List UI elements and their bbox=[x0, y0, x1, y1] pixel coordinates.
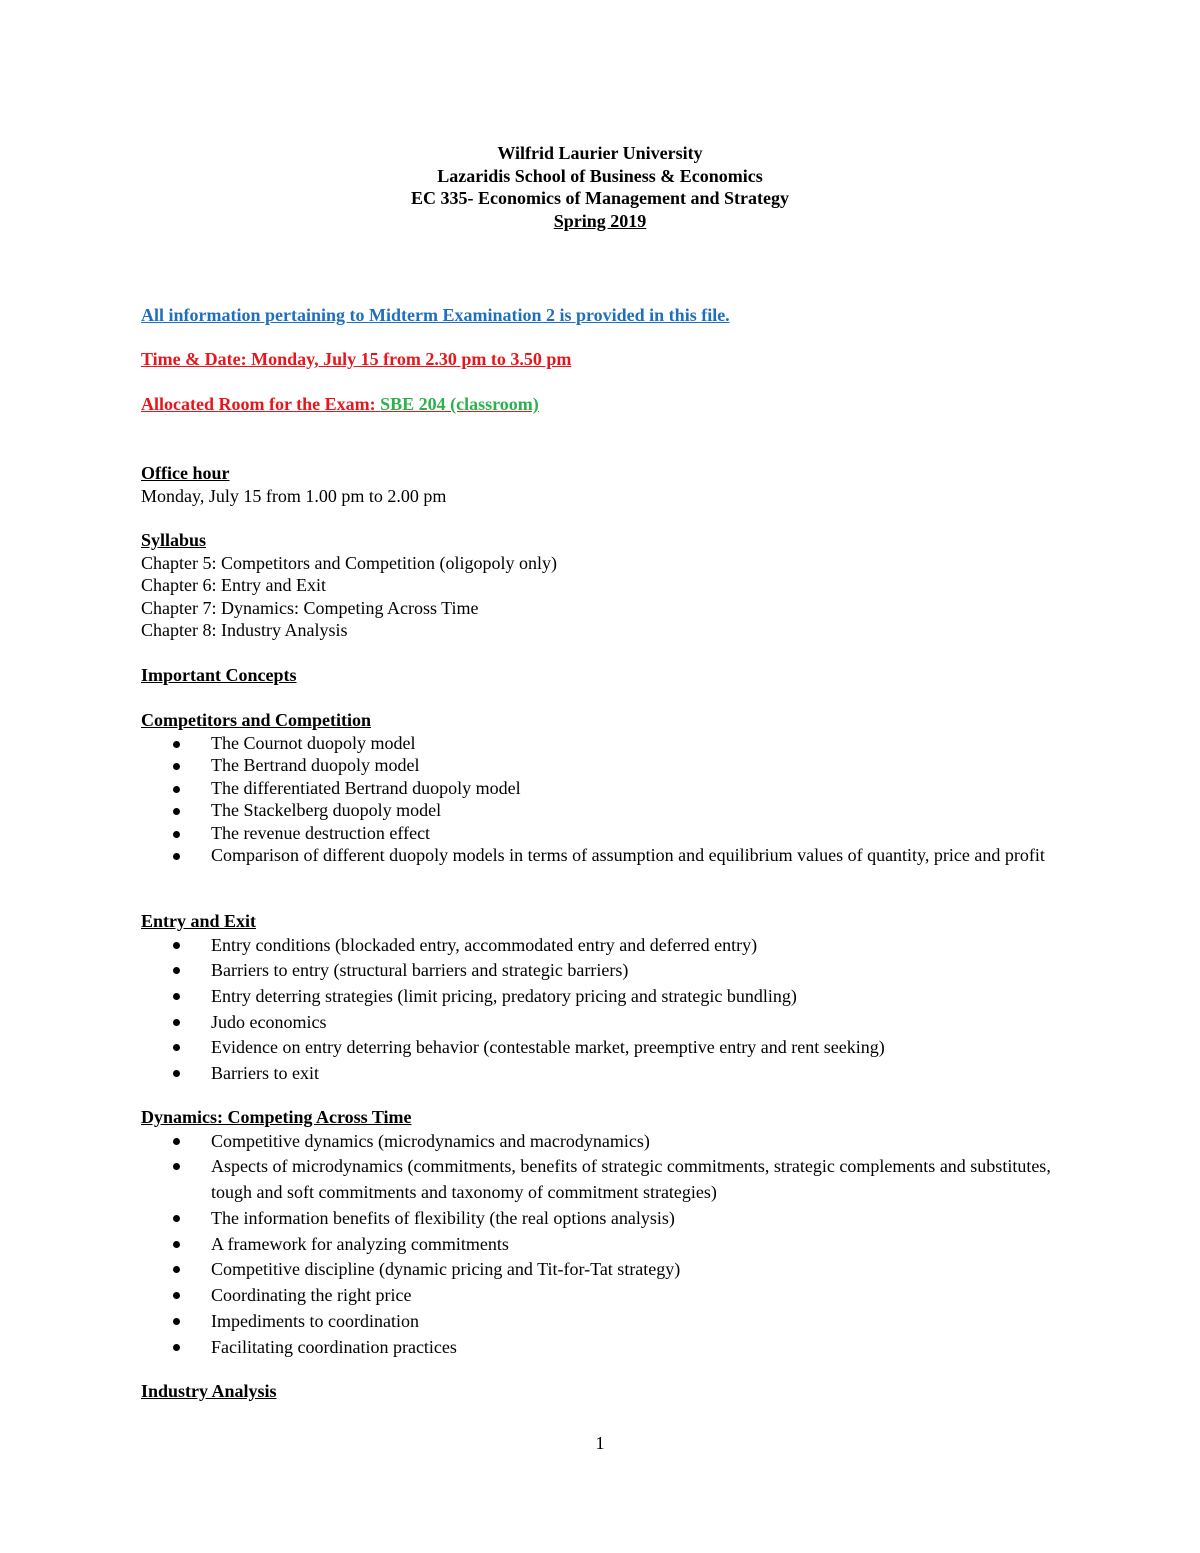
list-item-text: Facilitating coordination practices bbox=[211, 1336, 457, 1357]
bullet-icon bbox=[173, 1163, 180, 1170]
list-item-text: The information benefits of flexibility (the real options analysis) bbox=[211, 1207, 675, 1228]
syllabus-chapter: Chapter 5: Competitors and Competition (oligopoly only) bbox=[141, 552, 557, 573]
list-item-text: The Bertrand duopoly model bbox=[211, 755, 420, 775]
university-name: Wilfrid Laurier University bbox=[497, 143, 703, 163]
bullet-icon bbox=[173, 942, 180, 949]
list-item-text: Competitive dynamics (microdynamics and macrodynamics) bbox=[211, 1130, 650, 1151]
exam-room-label: Allocated Room for the Exam: bbox=[141, 394, 376, 414]
list-item-text: Aspects of microdynamics (commitments, benefits of strategic commitments, strategic complements and substitutes, tough and soft commitments and taxonomy of commitment strategies) bbox=[211, 1156, 1051, 1203]
course-title: EC 335- Economics of Management and Strategy bbox=[411, 188, 789, 208]
dynamics-list bbox=[141, 1129, 1061, 1361]
list-item-text: Impediments to coordination bbox=[211, 1311, 419, 1332]
list-item bbox=[141, 799, 1061, 822]
list-item-text: Judo economics bbox=[211, 1011, 327, 1032]
list-item-text: A framework for analyzing commitments bbox=[211, 1233, 509, 1254]
school-name: Lazaridis School of Business & Economics bbox=[437, 165, 763, 186]
office-hour-section bbox=[141, 462, 1061, 507]
bullet-icon bbox=[173, 1241, 180, 1248]
bullet-icon bbox=[173, 1292, 180, 1299]
bullet-icon bbox=[173, 786, 180, 793]
exam-room-value: SBE 204 (classroom) bbox=[380, 394, 539, 414]
bullet-icon bbox=[173, 1070, 180, 1077]
bullet-icon bbox=[173, 808, 180, 815]
bullet-icon bbox=[173, 1215, 180, 1222]
info-notice: All information pertaining to Midterm Examination 2 is provided in this file. bbox=[141, 305, 730, 325]
list-item bbox=[141, 1061, 1061, 1087]
bullet-icon bbox=[173, 1138, 180, 1145]
bullet-icon bbox=[173, 1266, 180, 1273]
list-item-text: Comparison of different duopoly models in terms of assumption and equilibrium values of quantity, price and profit bbox=[211, 845, 1045, 865]
list-item bbox=[141, 754, 1061, 777]
competitors-section bbox=[141, 709, 1061, 867]
competitors-list bbox=[141, 732, 1061, 867]
document-header bbox=[0, 142, 1200, 232]
exam-time-date: Time & Date: Monday, July 15 from 2.30 pm to 3.50 pm bbox=[141, 349, 572, 369]
list-item-text: Competitive discipline (dynamic pricing and Tit-for-Tat strategy) bbox=[211, 1259, 681, 1280]
bullet-icon bbox=[173, 741, 180, 748]
syllabus-chapter: Chapter 6: Entry and Exit bbox=[141, 575, 326, 595]
list-item bbox=[141, 1035, 1061, 1061]
list-item-text: Coordinating the right price bbox=[211, 1285, 412, 1306]
list-item-text: Entry deterring strategies (limit pricing, predatory pricing and strategic bundling) bbox=[211, 985, 797, 1006]
list-item bbox=[141, 958, 1061, 984]
list-item bbox=[141, 1206, 1061, 1232]
entry-exit-section bbox=[141, 910, 1061, 1087]
competitors-heading: Competitors and Competition bbox=[141, 710, 371, 730]
list-item bbox=[141, 777, 1061, 800]
syllabus-chapter: Chapter 7: Dynamics: Competing Across Time bbox=[141, 597, 479, 618]
term: Spring 2019 bbox=[553, 210, 647, 231]
important-concepts-heading: Important Concepts bbox=[141, 665, 297, 685]
exam-room bbox=[141, 394, 539, 415]
bullet-icon bbox=[173, 967, 180, 974]
list-item bbox=[141, 933, 1061, 959]
list-item bbox=[141, 1232, 1061, 1258]
office-hour-heading: Office hour bbox=[141, 463, 230, 483]
bullet-icon bbox=[173, 831, 180, 838]
list-item bbox=[141, 1154, 1061, 1206]
list-item-text: Evidence on entry deterring behavior (contestable market, preemptive entry and rent seeking) bbox=[211, 1037, 885, 1058]
list-item bbox=[141, 732, 1061, 755]
bullet-icon bbox=[173, 1044, 180, 1051]
bullet-icon bbox=[173, 1019, 180, 1026]
dynamics-heading: Dynamics: Competing Across Time bbox=[141, 1107, 412, 1127]
bullet-icon bbox=[173, 763, 180, 770]
list-item bbox=[141, 984, 1061, 1010]
list-item-text: Barriers to exit bbox=[211, 1063, 319, 1084]
list-item bbox=[141, 1309, 1061, 1335]
entry-exit-list bbox=[141, 933, 1061, 1087]
list-item bbox=[141, 1257, 1061, 1283]
list-item-text: The Stackelberg duopoly model bbox=[211, 800, 442, 820]
list-item-text: The Cournot duopoly model bbox=[211, 732, 416, 753]
entry-exit-heading: Entry and Exit bbox=[141, 911, 257, 931]
bullet-icon bbox=[173, 853, 180, 860]
list-item-text: The differentiated Bertrand duopoly model bbox=[211, 777, 521, 798]
list-item bbox=[141, 1129, 1061, 1155]
bullet-icon bbox=[173, 1318, 180, 1325]
bullet-icon bbox=[173, 1344, 180, 1351]
syllabus-section bbox=[141, 529, 1061, 642]
list-item-text: The revenue destruction effect bbox=[211, 822, 431, 843]
syllabus-heading: Syllabus bbox=[141, 530, 207, 550]
list-item-text: Barriers to entry (structural barriers and strategic barriers) bbox=[211, 960, 629, 981]
list-item bbox=[141, 1010, 1061, 1036]
office-hour-text: Monday, July 15 from 1.00 pm to 2.00 pm bbox=[141, 485, 447, 506]
bullet-icon bbox=[173, 993, 180, 1000]
list-item bbox=[141, 844, 1061, 867]
list-item-text: Entry conditions (blockaded entry, accommodated entry and deferred entry) bbox=[211, 934, 758, 955]
syllabus-chapter: Chapter 8: Industry Analysis bbox=[141, 620, 348, 640]
industry-analysis-heading: Industry Analysis bbox=[141, 1381, 277, 1401]
list-item bbox=[141, 1283, 1061, 1309]
list-item bbox=[141, 1335, 1061, 1361]
dynamics-section bbox=[141, 1106, 1061, 1361]
list-item bbox=[141, 822, 1061, 845]
page-number: 1 bbox=[595, 1433, 605, 1453]
